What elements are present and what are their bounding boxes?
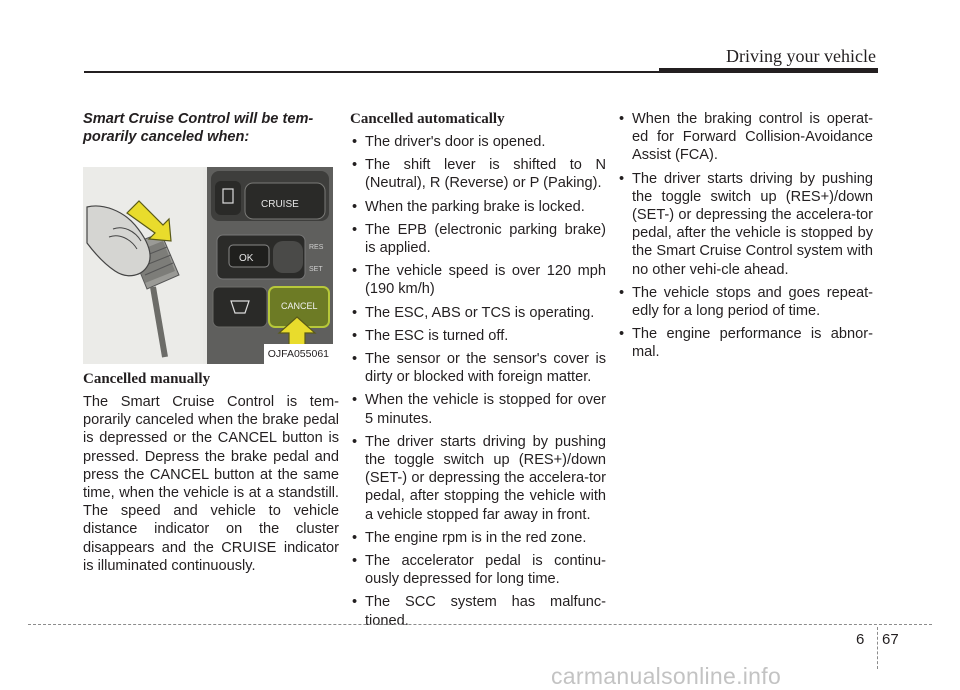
list-item: • The engine performance is abnor-mal. bbox=[617, 325, 873, 361]
chapter-number: 6 bbox=[856, 631, 865, 648]
list-item: • The driver's door is opened. bbox=[350, 133, 606, 151]
list-item: • When the parking brake is locked. bbox=[350, 198, 606, 216]
list-item: • The EPB (electronic parking brake) is applied. bbox=[350, 221, 606, 257]
list-item: • The driver starts driving by pushing the toggle switch up (RES+)/down (SET-) or depressing the accelera-tor pedal, after the vehicle is stopped by the Smart Cruise Control system with no other vehi-cle ahead. bbox=[617, 170, 873, 279]
cruise-button-label: CRUISE bbox=[261, 199, 299, 210]
steering-wheel-figure bbox=[83, 167, 333, 364]
warning-title: Smart Cruise Control will be tem-porarily canceled when: bbox=[83, 111, 314, 145]
watermark: carmanualsonline.info bbox=[551, 663, 782, 689]
header-rule-accent bbox=[659, 68, 878, 73]
list-item: • The engine rpm is in the red zone. bbox=[350, 529, 606, 547]
list-item: • When the vehicle is stopped for over 5 minutes. bbox=[350, 391, 606, 427]
footer-rule bbox=[28, 624, 932, 625]
figure-code: OJFA055061 bbox=[264, 344, 333, 364]
list-item: • The shift lever is shifted to N (Neutral), R (Reverse) or P (Paking). bbox=[350, 156, 606, 192]
list-item: • The vehicle speed is over 120 mph (190 km/h) bbox=[350, 262, 606, 298]
list-item: • When the braking control is operat-ed for Forward Collision-Avoidance Assist (FCA). bbox=[617, 110, 873, 165]
list-item: • The sensor or the sensor's cover is dirty or blocked with foreign matter. bbox=[350, 350, 606, 386]
header-rule bbox=[84, 71, 659, 73]
list-item: • The ESC is turned off. bbox=[350, 327, 606, 345]
list-item: • The vehicle stops and goes repeat-edly for a long period of time. bbox=[617, 284, 873, 320]
cancel-button-label: CANCEL bbox=[281, 301, 318, 311]
list-item: • The ESC, ABS or TCS is operating. bbox=[350, 304, 606, 322]
auto-cancel-list bbox=[350, 133, 606, 630]
page-number-divider bbox=[877, 627, 878, 669]
column-1 bbox=[83, 110, 339, 575]
list-item: • The accelerator pedal is continu-ously depressed for long time. bbox=[350, 552, 606, 588]
column-3 bbox=[617, 110, 873, 362]
ok-button-label: OK bbox=[239, 253, 254, 264]
list-item: • The driver starts driving by pushing the toggle switch up (RES+)/down (SET-) or depressing the accelera-tor pedal, after stopping the vehicle with a vehicle stopped far away in front. bbox=[350, 433, 606, 524]
res-label: RES bbox=[309, 244, 324, 251]
section-title: Driving your vehicle bbox=[726, 46, 876, 66]
column-2 bbox=[350, 110, 606, 630]
steering-switch-illustration bbox=[83, 167, 333, 364]
list-item: • The SCC system has malfunc-tioned. bbox=[350, 593, 606, 629]
page-number: 67 bbox=[882, 631, 899, 648]
set-label: SET bbox=[309, 266, 323, 273]
manual-cancel-heading: Cancelled manually bbox=[83, 371, 211, 387]
manual-cancel-text: The Smart Cruise Control is tem-porarily canceled when the brake pedal is depressed or the CANCEL button is pressed. Depress the brake pedal and press the CANCEL button at the same time, when the vehicle is at a standstill. The speed and vehicle to vehicle distance indicator on the cluster disappears and the CRUISE indicator is illuminated continuously. bbox=[83, 394, 339, 574]
auto-cancel-heading: Cancelled automatically bbox=[350, 111, 505, 127]
auto-cancel-list-continued bbox=[617, 110, 873, 362]
